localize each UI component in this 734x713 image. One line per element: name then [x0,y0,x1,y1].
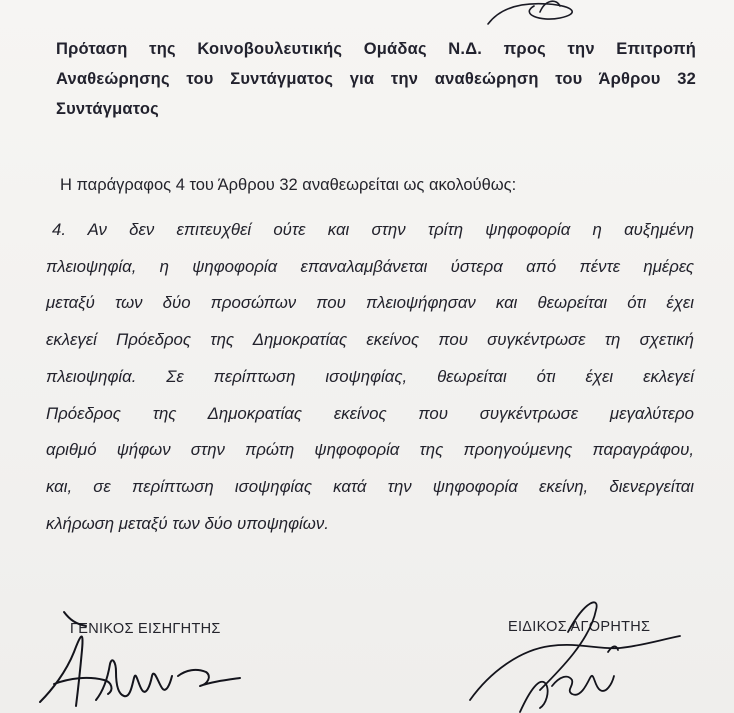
title-line-2: Αναθεώρησης του Συντάγματος για την αναθεώρηση του Άρθρου 32 [56,70,696,88]
paragraph-line-6: Πρόεδρος της Δημοκρατίας εκείνος που συγκέντρωσε μεγαλύτερο [46,403,694,423]
document-title [56,34,696,124]
general-rapporteur-label: ΓΕΝΙΚΟΣ ΕΙΣΗΓΗΤΗΣ [70,621,221,637]
paragraph-line-2: πλειοψηφία, η ψηφοφορία επαναλαμβάνεται ύστερα από πέντε ημέρες [46,256,694,276]
paragraph-line-5: πλειοψηφία. Σε περίπτωση ισοψηφίας, θεωρείται ότι έχει εκλεγεί [46,366,694,386]
intro-sentence: Η παράγραφος 4 του Άρθρου 32 αναθεωρείται ως ακολούθως: [60,176,517,194]
paragraph-line-3: μεταξύ των δύο προσώπων που πλειοψήφησαν και θεωρείται ότι έχει [46,293,694,313]
paragraph-line-9: κλήρωση μεταξύ των δύο υποψηφίων. [46,513,329,533]
top-signature-mark [488,1,572,24]
article-paragraph [46,212,694,542]
paragraph-line-4: εκλεγεί Πρόεδρος της Δημοκρατίας εκείνος που συγκέντρωσε τη σχετική [46,330,694,350]
special-speaker-label: ΕΙΔΙΚΟΣ ΑΓΟΡΗΤΗΣ [508,619,651,635]
paragraph-line-7: αριθμό ψήφων στην πρώτη ψηφοφορία της προηγούμενης παραγράφου, [46,440,694,460]
paragraph-line-1: 4. Αν δεν επιτευχθεί ούτε και στην τρίτη ψηφοφορία η αυξημένη [52,220,694,239]
title-line-3: Συντάγματος [56,100,159,118]
paragraph-line-8: και, σε περίπτωση ισοψηφίας κατά την ψηφοφορία εκείνη, διενεργείται [46,476,694,496]
title-line-1: Πρόταση της Κοινοβουλευτικής Ομάδας Ν.Δ. προς την Επιτροπή [56,40,696,58]
